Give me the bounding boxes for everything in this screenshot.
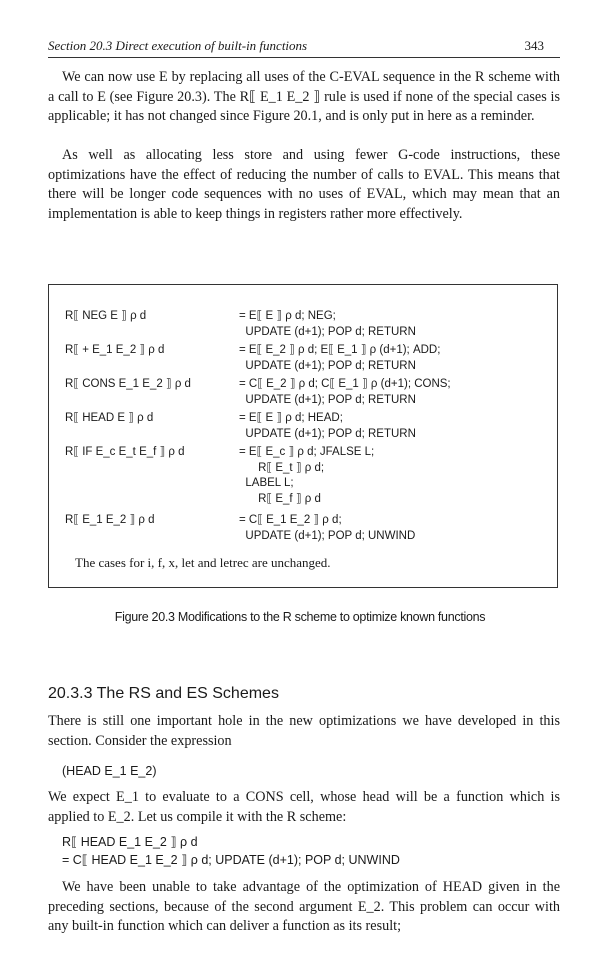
section-heading: 20.3.3 The RS and ES Schemes <box>48 685 279 702</box>
running-header <box>48 38 560 56</box>
code-line-1: R⟦ HEAD E_1 E_2 ⟧ ρ d <box>62 835 198 849</box>
paragraph-4: We expect E_1 to evaluate to a CONS cell, whose head will be a function which is applied to E_2. Let us compile it with the R scheme: <box>48 789 560 825</box>
section-title: Section 20.3 Direct execution of built-in functions <box>48 38 308 53</box>
rule-lhs: R⟦ + E_1 E_2 ⟧ ρ d <box>65 344 165 356</box>
paragraph-2: As well as allocating less store and using fewer G-code instructions, these optimizations have the effect of reducing the number of calls to EVAL. This means that there will be longer code sequences with no uses of EVAL, which may mean that an implementation is able to keep things in registers rather more effectively. <box>48 147 560 222</box>
page-number: 343 <box>524 38 544 53</box>
rule-lhs: R⟦ CONS E_1 E_2 ⟧ ρ d <box>65 378 191 390</box>
rule-rhs: = E⟦ E_2 ⟧ ρ d; E⟦ E_1 ⟧ ρ (d+1); ADD; UPDATE (d+1); POP d; RETURN <box>239 344 441 372</box>
figure-note: The cases for i, f, x, let and letrec are unchanged. <box>75 555 331 570</box>
paragraph-5: We have been unable to take advantage of the optimization of HEAD given in the preceding sections, because of the second argument E_2. This problem can occur with any built-in function which can deliver a function as its result; <box>48 879 560 935</box>
rule-lhs: R⟦ HEAD E ⟧ ρ d <box>65 412 154 424</box>
paragraph-1: We can now use E by replacing all uses of the C-EVAL sequence in the R scheme with a call to E (see Figure 20.3). The R⟦ E_1 E_2 ⟧ rule is used if none of the special cases is applicable; it has not changed since Figure 20.1, and is only put in here as a reminder. <box>48 69 560 125</box>
rule-lhs: R⟦ NEG E ⟧ ρ d <box>65 310 147 322</box>
paragraph-3: There is still one important hole in the new optimizations we have developed in this section. Consider the expression <box>48 713 560 749</box>
header-rule <box>48 57 560 58</box>
figure-caption: Figure 20.3 Modifications to the R scheme to optimize known functions <box>114 610 486 624</box>
rule-lhs: R⟦ IF E_c E_t E_f ⟧ ρ d <box>65 446 185 458</box>
rule-rhs: = E⟦ E ⟧ ρ d; HEAD; UPDATE (d+1); POP d; RETURN <box>239 412 416 440</box>
rule-rhs: = C⟦ E_1 E_2 ⟧ ρ d; UPDATE (d+1); POP d; UNWIND <box>239 514 416 542</box>
rule-rhs: = E⟦ E ⟧ ρ d; NEG; UPDATE (d+1); POP d; RETURN <box>239 310 416 338</box>
figure-box <box>48 284 558 588</box>
code-line-2: = C⟦ HEAD E_1 E_2 ⟧ ρ d; UPDATE (d+1); POP d; UNWIND <box>62 853 400 867</box>
rule-lhs: R⟦ E_1 E_2 ⟧ ρ d <box>65 514 155 526</box>
rule-rhs: = C⟦ E_2 ⟧ ρ d; C⟦ E_1 ⟧ ρ (d+1); CONS; UPDATE (d+1); POP d; RETURN <box>239 378 451 406</box>
expression: (HEAD E_1 E_2) <box>62 764 157 778</box>
rule-rhs: = E⟦ E_c ⟧ ρ d; JFALSE L; R⟦ E_t ⟧ ρ d; LABEL L; R⟦ E_f ⟧ ρ d <box>239 446 375 505</box>
